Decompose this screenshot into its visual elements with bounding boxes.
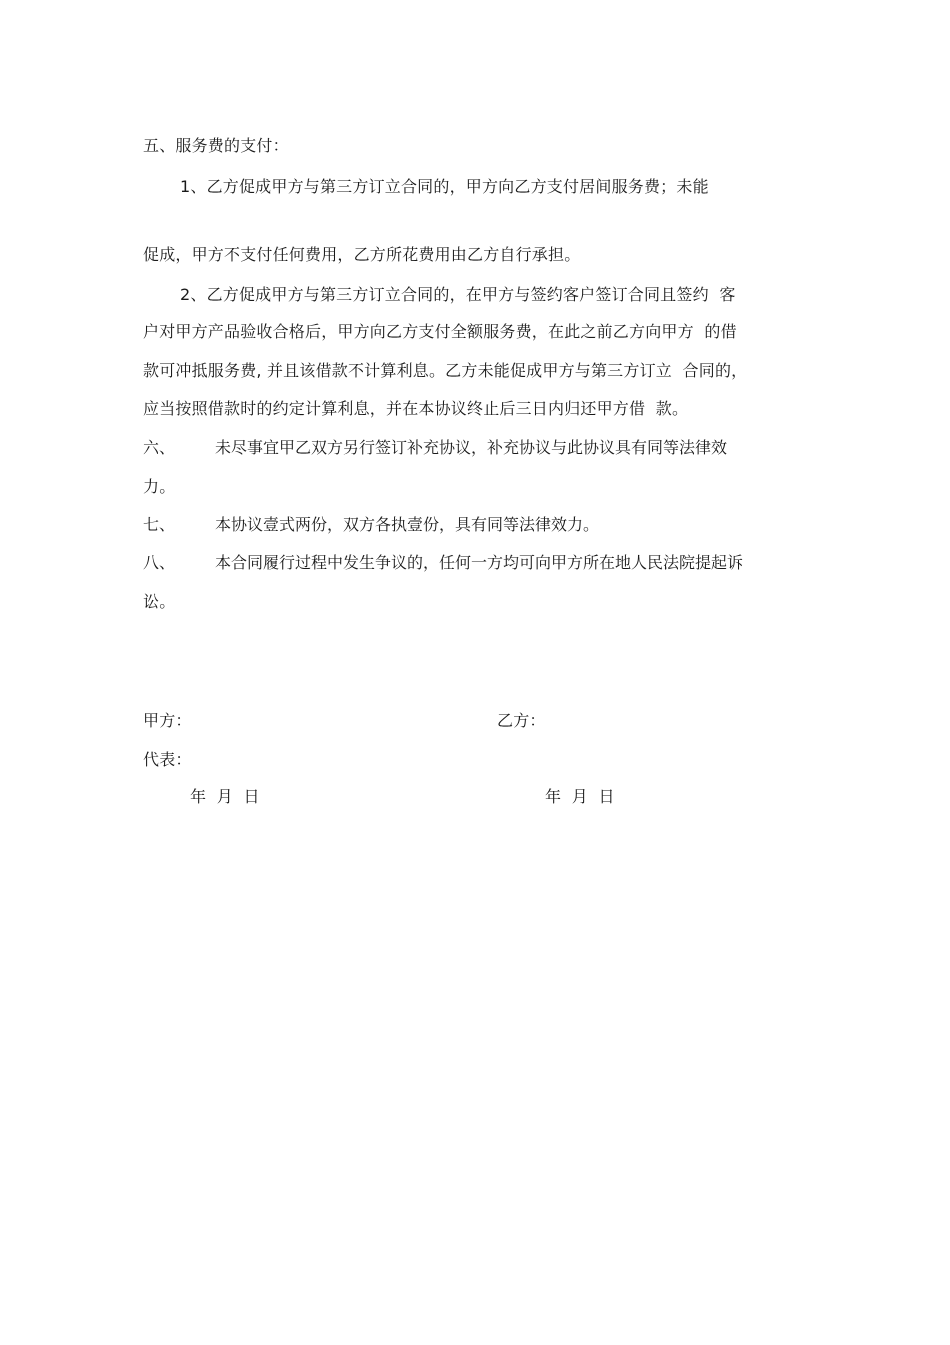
section-6-line-1: 未尽事宜甲乙双方另行签订补充协议，补充协议与此协议具有同等法律效 [215,438,728,457]
section-5-item-1-line-1: 1、乙方促成甲方与第三方订立合同的，甲方向乙方支付居间服务费；未能 [180,177,709,196]
party-b-label: 乙方： [497,711,546,730]
section-6-line-2: 力。 [143,477,176,496]
section-6-number: 六、 [143,438,176,457]
section-8-line-1: 本合同履行过程中发生争议的，任何一方均可向甲方所在地人民法院提起诉 [215,553,744,572]
party-a-date: 年 月 日 [190,787,260,806]
section-5-item-1-line-2: 促成，甲方不支付任何费用，乙方所花费用由乙方自行承担。 [143,245,581,264]
section-5-item-2-line-4: 应当按照借款时的约定计算利息，并在本协议终止后三日内归还甲方借 款。 [143,399,689,418]
section-8-line-2: 讼。 [143,592,176,611]
party-b-date: 年 月 日 [545,787,615,806]
section-8-number: 八、 [143,553,176,572]
section-7-number: 七、 [143,515,176,534]
section-5-item-2-line-3: 款可冲抵服务费, 并且该借款不计算利息。乙方未能促成甲方与第三方订立 合同的， [143,361,748,380]
section-5-item-2-line-1: 2、乙方促成甲方与第三方订立合同的，在甲方与签约客户签订合同且签约 客 [180,285,736,304]
section-7-line-1: 本协议壹式两份，双方各执壹份，具有同等法律效力。 [215,515,600,534]
party-a-label: 甲方： [143,711,192,730]
section-5-heading: 五、服务费的支付： [143,136,289,155]
representative-label: 代表： [143,750,192,769]
section-5-item-2-line-2: 户对甲方产品验收合格后，甲方向乙方支付全额服务费，在此之前乙方向甲方 的借 [143,322,737,341]
